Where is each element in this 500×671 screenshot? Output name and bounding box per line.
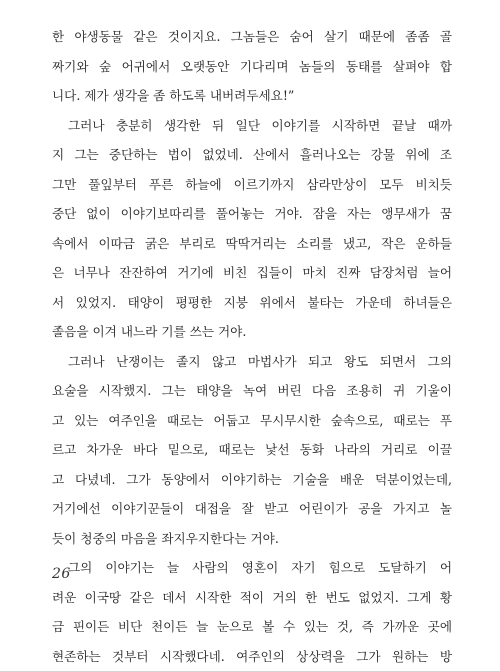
text-line: 지 그는 중단하는 법이 없었네. 산에서 흘러나오는 강물 위에 조	[52, 140, 452, 170]
text-line: 요술을 시작했지. 그는 태양을 녹여 버린 다음 조용히 귀 기울이	[52, 376, 452, 406]
text-line: 고 다녔네. 그가 동양에서 이야기하는 기술을 배운 덕분이었는데,	[52, 465, 452, 495]
text-line: 려운 이국땅 같은 데서 시작한 적이 거의 한 번도 없었지. 그게 황	[52, 583, 452, 613]
text-line: 중단 없이 이야기보따리를 풀어놓는 거야. 잠을 자는 앵무새가 꿈	[52, 199, 452, 229]
text-line: 현존하는 것부터 시작했다네. 여주인의 상상력을 그가 원하는 방	[52, 642, 452, 671]
text-line: 거기에선 이야기꾼들이 대접을 잘 받고 어린이가 공을 가지고 놀	[52, 494, 452, 524]
text-line: 듯이 청중의 마음을 좌지우지한다는 거야.	[52, 524, 452, 554]
text-line: 금 핀이든 비단 천이든 늘 눈으로 볼 수 있는 것, 즉 가까운 곳에	[52, 612, 452, 642]
text-line: 졸음을 이겨 내느라 기를 쓰는 거야.	[52, 317, 452, 347]
text-line: 한 야생동물 같은 것이지요. 그놈들은 숨어 살기 때문에 좀좀 골	[52, 22, 452, 52]
text-line: 짜기와 숲 어귀에서 오랫동안 기다리며 놈들의 동태를 살펴야 합	[52, 52, 452, 82]
page-number: 26	[52, 566, 71, 582]
text-line: 그러나 충분히 생각한 뒤 일단 이야기를 시작하면 끝날 때까	[52, 111, 452, 141]
text-line: 그러나 난쟁이는 졸지 않고 마법사가 되고 왕도 되면서 그의	[52, 347, 452, 377]
text-line: 속에서 이따금 굵은 부리로 딱딱거리는 소리를 냈고, 작은 운하들	[52, 229, 452, 259]
text-line: 니다. 제가 생각을 좀 하도록 내버려두세요!”	[52, 81, 452, 111]
text-line: 르고 차가운 바다 밑으로, 때로는 낯선 동화 나라의 거리로 이끌	[52, 435, 452, 465]
text-line: 서 있었지. 태양이 평평한 지붕 위에서 불타는 가운데 하녀들은	[52, 288, 452, 318]
body-text	[52, 22, 452, 671]
text-line: 고 있는 여주인을 때로는 어둡고 무시무시한 숲속으로, 때로는 푸	[52, 406, 452, 436]
text-line: 그의 이야기는 늘 사람의 영혼이 자기 힘으로 도달하기 어	[52, 553, 452, 583]
text-line: 은 너무나 잔잔하여 거기에 비친 집들이 마치 진짜 담장처럼 늘어	[52, 258, 452, 288]
text-line: 그만 풀잎부터 푸른 하늘에 이르기까지 삼라만상이 모두 비치듯	[52, 170, 452, 200]
